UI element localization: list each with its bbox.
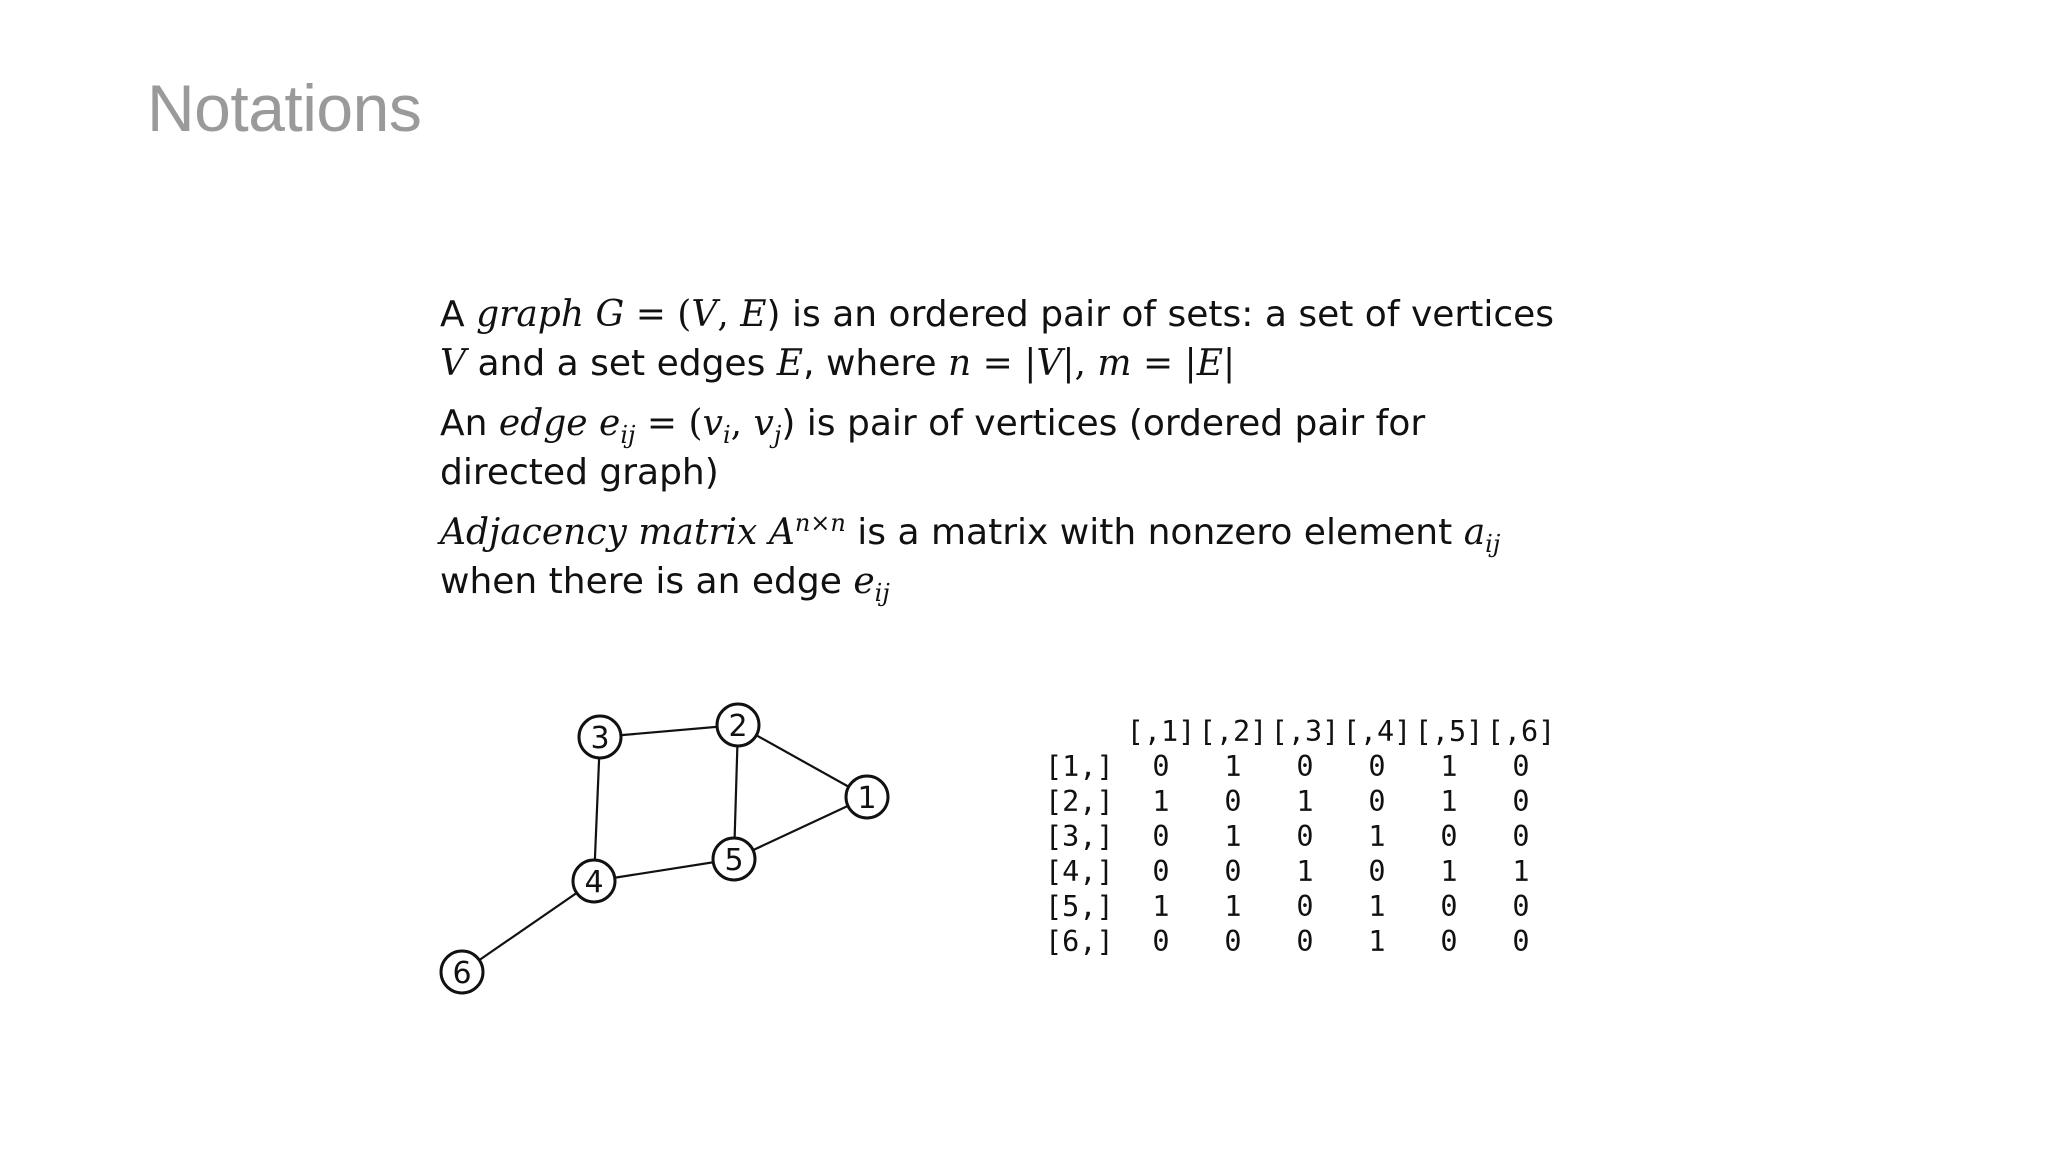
matrix-row-header: [6,]	[1045, 925, 1114, 958]
graph-node-2	[717, 704, 759, 746]
matrix-cell: 0	[1512, 785, 1530, 818]
graph-node-4	[573, 860, 615, 902]
matrix-cell: 1	[1296, 785, 1314, 818]
matrix-row	[1045, 784, 1557, 819]
matrix-cell: 0	[1152, 855, 1170, 888]
matrix-cell: 0	[1512, 890, 1530, 923]
matrix-row	[1045, 819, 1557, 854]
graph-node-5	[713, 838, 755, 880]
matrix-cell: 0	[1296, 925, 1314, 958]
matrix-row	[1045, 854, 1557, 889]
matrix-cell: 0	[1440, 925, 1458, 958]
matrix-cell: 0	[1152, 925, 1170, 958]
graph-svg	[420, 680, 920, 1000]
matrix-col-header: [,1]	[1126, 715, 1196, 748]
matrix-cell: 1	[1368, 820, 1386, 853]
matrix-cell: 0	[1368, 855, 1386, 888]
matrix-cell: 0	[1440, 820, 1458, 853]
matrix-cell: 0	[1512, 750, 1530, 783]
matrix-row-header: [1,]	[1045, 750, 1114, 783]
matrix-corner	[1045, 714, 1125, 749]
graph-node-3	[579, 716, 621, 758]
matrix-cell: 1	[1512, 855, 1530, 888]
matrix-cell: 1	[1224, 750, 1242, 783]
graph-definition: A graph G = (V, E) is an ordered pair of sets: a set of vertices V and a set edges E, where n = |V|, m = |E|	[440, 294, 1555, 384]
matrix-cell: 1	[1224, 890, 1242, 923]
matrix-col-header: [,3]	[1270, 715, 1340, 748]
graph-node-label: 2	[728, 709, 748, 744]
matrix-col-header: [,2]	[1198, 715, 1268, 748]
matrix-cell: 0	[1224, 925, 1242, 958]
matrix-header-row	[1045, 714, 1557, 749]
adjacency-definition: Adjacency matrix $A^{n\times n}$ is a matrix with nonzero element $a_{ij}$ when there is an edge $e_{ij}$	[440, 509, 1501, 607]
matrix-cell: 0	[1512, 820, 1530, 853]
matrix-cell: 0	[1440, 890, 1458, 923]
matrix-table	[1045, 714, 1557, 959]
matrix-cell: 1	[1368, 925, 1386, 958]
graph-node-label: 5	[724, 843, 744, 878]
matrix-row	[1045, 924, 1557, 959]
matrix-row-header: [5,]	[1045, 890, 1114, 923]
slide-title: Notations	[147, 71, 422, 145]
matrix-row	[1045, 749, 1557, 784]
matrix-cell: 1	[1440, 855, 1458, 888]
definitions	[440, 290, 1570, 617]
matrix-col-header: [,5]	[1414, 715, 1484, 748]
matrix-cell: 1	[1152, 785, 1170, 818]
matrix-cell: 1	[1368, 890, 1386, 923]
adjacency-matrix	[1045, 714, 1557, 959]
matrix-cell: 0	[1512, 925, 1530, 958]
graph-node-label: 3	[590, 721, 610, 756]
matrix-cell: 1	[1224, 820, 1242, 853]
graph-node-6	[441, 951, 483, 993]
matrix-row	[1045, 889, 1557, 924]
matrix-cell: 0	[1296, 750, 1314, 783]
matrix-row-header: [3,]	[1045, 820, 1114, 853]
graph-node-label: 1	[857, 781, 877, 816]
matrix-col-header: [,6]	[1486, 715, 1556, 748]
matrix-cell: 0	[1368, 785, 1386, 818]
edge-definition: An edge $e_{ij} = (v_i$, $v_j$) is pair of vertices (ordered pair for directed graph)	[440, 403, 1426, 493]
matrix-cell: 0	[1152, 820, 1170, 853]
matrix-row-header: [2,]	[1045, 785, 1114, 818]
matrix-cell: 0	[1368, 750, 1386, 783]
graph-node-label: 4	[584, 865, 604, 900]
matrix-cell: 1	[1296, 855, 1314, 888]
matrix-cell: 0	[1296, 890, 1314, 923]
matrix-cell: 1	[1152, 890, 1170, 923]
matrix-row-header: [4,]	[1045, 855, 1114, 888]
matrix-col-header: [,4]	[1342, 715, 1412, 748]
graph-edge-4-6	[462, 881, 594, 972]
matrix-cell: 1	[1440, 750, 1458, 783]
graph-diagram	[420, 680, 920, 1000]
graph-node-1	[846, 776, 888, 818]
graph-node-label: 6	[452, 956, 472, 991]
matrix-cell: 0	[1152, 750, 1170, 783]
matrix-cell: 1	[1440, 785, 1458, 818]
matrix-cell: 0	[1224, 785, 1242, 818]
matrix-cell: 0	[1224, 855, 1242, 888]
matrix-cell: 0	[1296, 820, 1314, 853]
